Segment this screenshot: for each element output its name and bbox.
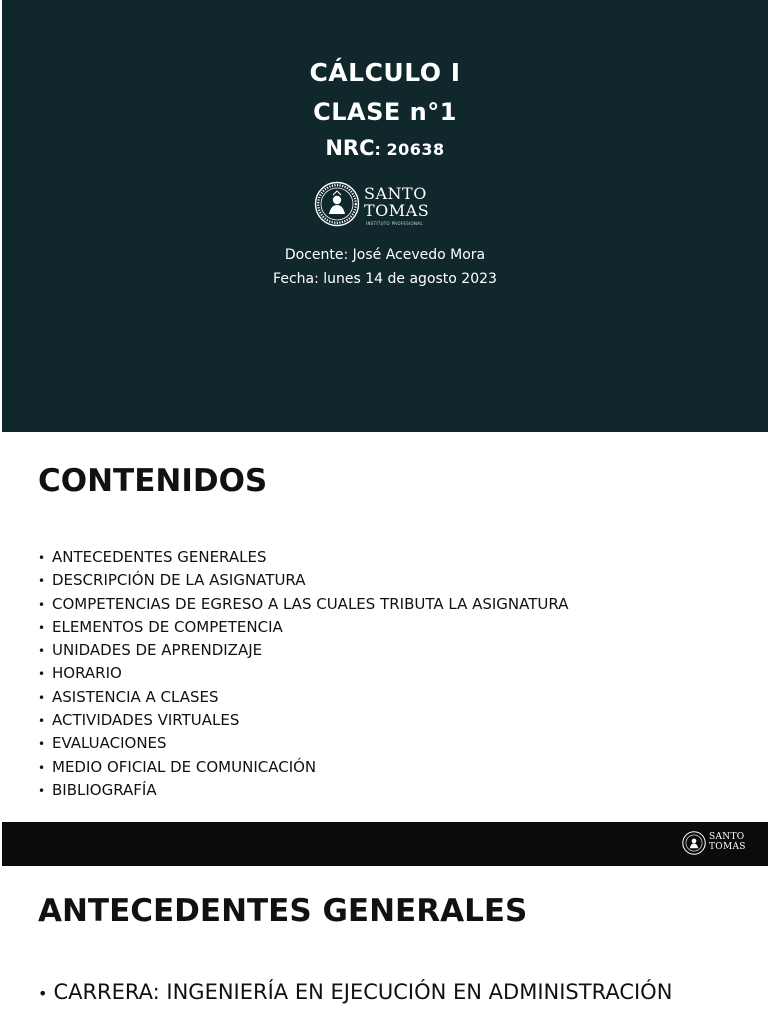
career-line: CARRERA: INGENIERÍA EN EJECUCIÓN EN ADMINISTRACIÓN	[53, 980, 673, 1004]
nrc-line	[2, 136, 768, 160]
contents-title: CONTENIDOS	[38, 463, 268, 499]
list-item: • ANTECEDENTES GENERALES	[38, 546, 568, 569]
logo-wordmark	[364, 185, 429, 219]
header-band	[2, 822, 768, 866]
list-item: • HORARIO	[38, 662, 568, 685]
logo-line1: SANTO	[364, 184, 427, 203]
nrc-separator: :	[374, 140, 381, 159]
teacher-line: Docente: José Acevedo Mora	[284, 247, 486, 263]
class-number: CLASE n°1	[313, 98, 457, 126]
list-item: • EVALUACIONES	[38, 732, 568, 755]
logo-subtitle: INSTITUTO PROFESIONAL	[366, 221, 423, 226]
bullet-icon: •	[38, 984, 48, 1003]
santo-tomas-logo	[314, 181, 438, 229]
list-item: • ASISTENCIA A CLASES	[38, 686, 568, 709]
list-item	[38, 980, 672, 1004]
list-item: • DESCRIPCIÓN DE LA ASIGNATURA	[38, 569, 568, 592]
logo-line2: TOMAS	[709, 841, 746, 852]
list-item: • ACTIVIDADES VIRTUALES	[38, 709, 568, 732]
list-item: • UNIDADES DE APRENDIZAJE	[38, 639, 568, 662]
contents-list	[38, 546, 568, 802]
university-seal-icon	[314, 181, 360, 227]
logo-wordmark	[709, 833, 746, 852]
logo-line2: TOMAS	[364, 201, 430, 220]
course-title: CÁLCULO I	[309, 58, 461, 87]
title-slide	[2, 0, 768, 432]
list-item: • BIBLIOGRAFÍA	[38, 779, 568, 802]
santo-tomas-logo-small	[682, 831, 750, 857]
nrc-value: 20638	[386, 140, 445, 159]
date-line: Fecha: lunes 14 de agosto 2023	[273, 271, 497, 287]
list-item: • ELEMENTOS DE COMPETENCIA	[38, 616, 568, 639]
nrc-label: NRC	[325, 136, 375, 160]
university-seal-icon	[682, 831, 706, 855]
logo-line1: SANTO	[709, 832, 745, 842]
list-item: • COMPETENCIAS DE EGRESO A LAS CUALES TRIBUTA LA ASIGNATURA	[38, 593, 568, 616]
antecedentes-title: ANTECEDENTES GENERALES	[38, 893, 528, 929]
list-item: • MEDIO OFICIAL DE COMUNICACIÓN	[38, 756, 568, 779]
